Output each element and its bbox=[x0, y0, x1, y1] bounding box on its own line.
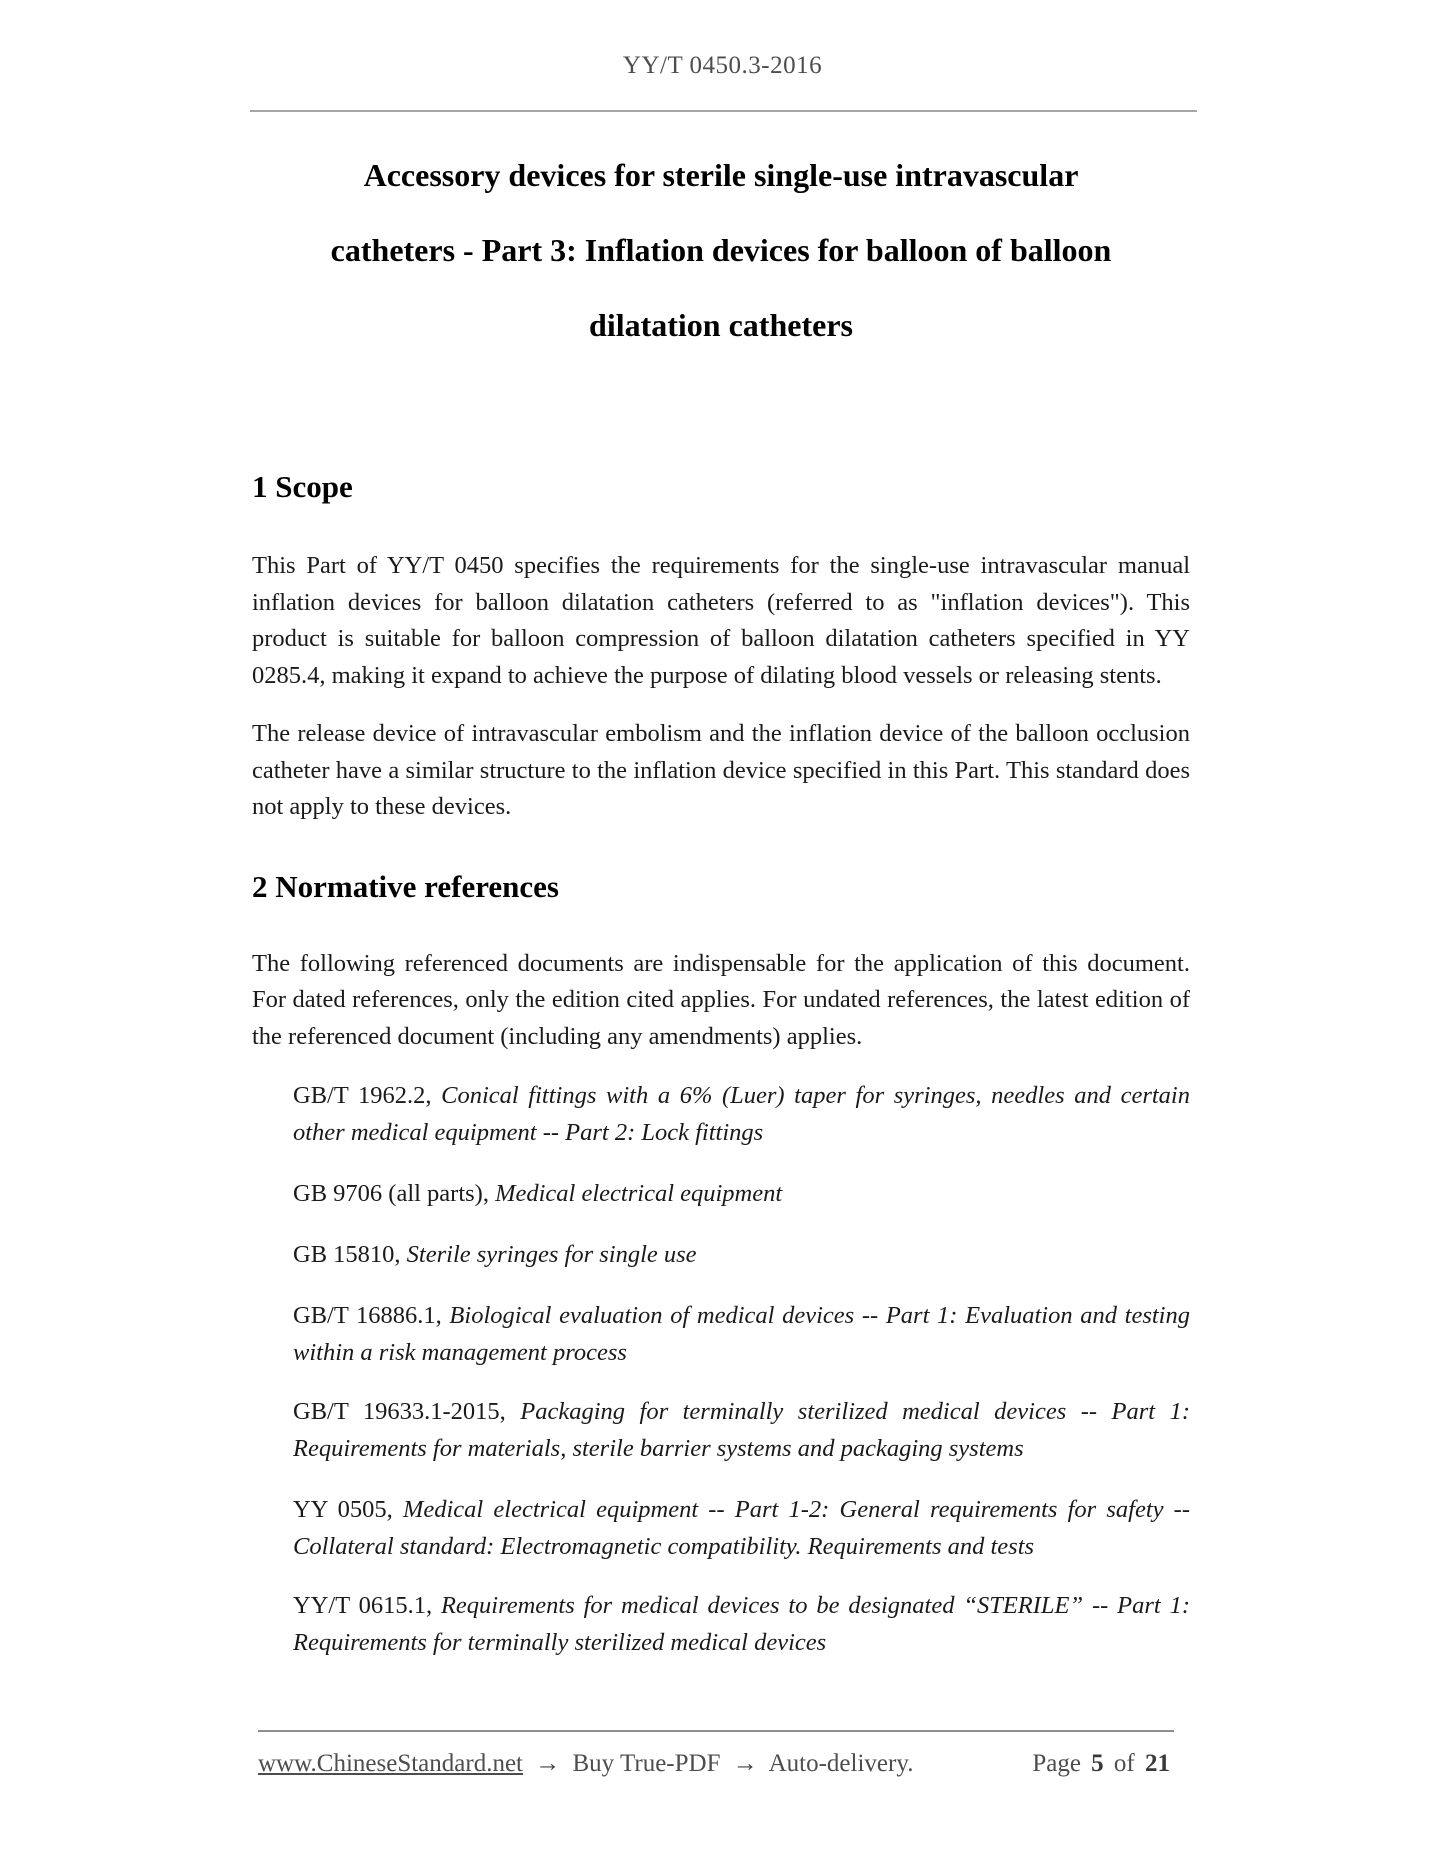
reference-item bbox=[293, 1236, 1190, 1273]
footer-buy-text: Buy True-PDF bbox=[572, 1750, 721, 1777]
reference-title: Sterile syringes for single use bbox=[406, 1241, 697, 1268]
scope-paragraph-1: This Part of YY/T 0450 specifies the requirements for the single-use intravascular manual inflation devices for balloon dilatation catheters (referred to as "inflation devices"). This product is suitable for balloon compression of balloon dilatation catheters specified in YY 0285.4, making it expand to achieve the purpose of dilating blood vessels or releasing stents. bbox=[252, 552, 1190, 689]
reference-code: GB 15810, bbox=[293, 1241, 407, 1268]
arrow-right-icon: → bbox=[535, 1750, 561, 1777]
document-content bbox=[252, 138, 1190, 1661]
footer-delivery-text: Auto-delivery. bbox=[768, 1750, 914, 1777]
arrow-right-icon: → bbox=[732, 1750, 758, 1777]
reference-code: GB/T 16886.1, bbox=[293, 1302, 450, 1329]
header-rule bbox=[250, 110, 1197, 112]
reference-code: GB 9706 (all parts), bbox=[293, 1180, 496, 1207]
reference-title: Medical electrical equipment -- Part 1-2: General requirements for safety -- Collateral standard: Electromagnetic compatibility. Requirements and tests bbox=[293, 1496, 1190, 1560]
reference-item bbox=[293, 1393, 1190, 1467]
page-number: 5 bbox=[1091, 1750, 1104, 1777]
section-heading-scope: 1 Scope bbox=[252, 469, 353, 504]
site-link[interactable]: www.ChineseStandard.net bbox=[258, 1750, 523, 1777]
title-line-1: Accessory devices for sterile single-use intravascular bbox=[363, 157, 1079, 193]
reference-item bbox=[293, 1297, 1190, 1371]
title-line-3: dilatation catheters bbox=[589, 307, 853, 343]
page-label: Page bbox=[1032, 1750, 1081, 1777]
reference-item bbox=[293, 1175, 1190, 1212]
reference-title: Biological evaluation of medical devices -- Part 1: Evaluation and testing within a risk management process bbox=[293, 1302, 1190, 1366]
reference-item bbox=[293, 1077, 1190, 1151]
section-heading-normative: 2 Normative references bbox=[252, 868, 559, 904]
reference-title: Conical fittings with a 6% (Luer) taper for syringes, needles and certain other medical equipment -- Part 2: Lock fittings bbox=[293, 1082, 1190, 1146]
reference-code: GB/T 19633.1-2015, bbox=[293, 1398, 521, 1425]
page-indicator bbox=[1032, 1750, 1174, 1778]
header-doc-number: YY/T 0450.3-2016 bbox=[622, 52, 823, 79]
reference-title: Packaging for terminally sterilized medical devices -- Part 1: Requirements for materials, sterile barrier systems and packaging systems bbox=[293, 1398, 1191, 1462]
reference-title: Requirements for medical devices to be designated “STERILE” -- Part 1: Requirements for terminally sterilized medical devices bbox=[293, 1592, 1190, 1656]
reference-code: GB/T 1962.2, bbox=[293, 1082, 442, 1109]
reference-title: Medical electrical equipment bbox=[495, 1180, 783, 1207]
document-title bbox=[252, 138, 1190, 363]
of-label: of bbox=[1113, 1750, 1135, 1777]
reference-item bbox=[293, 1491, 1190, 1565]
title-line-2: catheters - Part 3: Inflation devices for balloon of balloon bbox=[330, 232, 1112, 268]
normative-intro-paragraph: The following referenced documents are indispensable for the application of this document. For dated references, only the edition cited applies. For undated references, the latest edition of the referenced document (including any amendments) applies. bbox=[252, 949, 1190, 1050]
total-pages: 21 bbox=[1145, 1750, 1170, 1777]
scope-paragraph-2: The release device of intravascular embolism and the inflation device of the balloon occlusion catheter have a similar structure to the inflation device specified in this Part. This standard does not apply to these devices. bbox=[252, 720, 1190, 820]
page-footer bbox=[258, 1750, 1174, 1778]
reference-code: YY/T 0615.1, bbox=[293, 1592, 441, 1619]
footer-left bbox=[258, 1750, 913, 1778]
reference-item bbox=[293, 1587, 1190, 1661]
reference-code: YY 0505, bbox=[293, 1496, 403, 1523]
footer-rule bbox=[258, 1730, 1174, 1732]
